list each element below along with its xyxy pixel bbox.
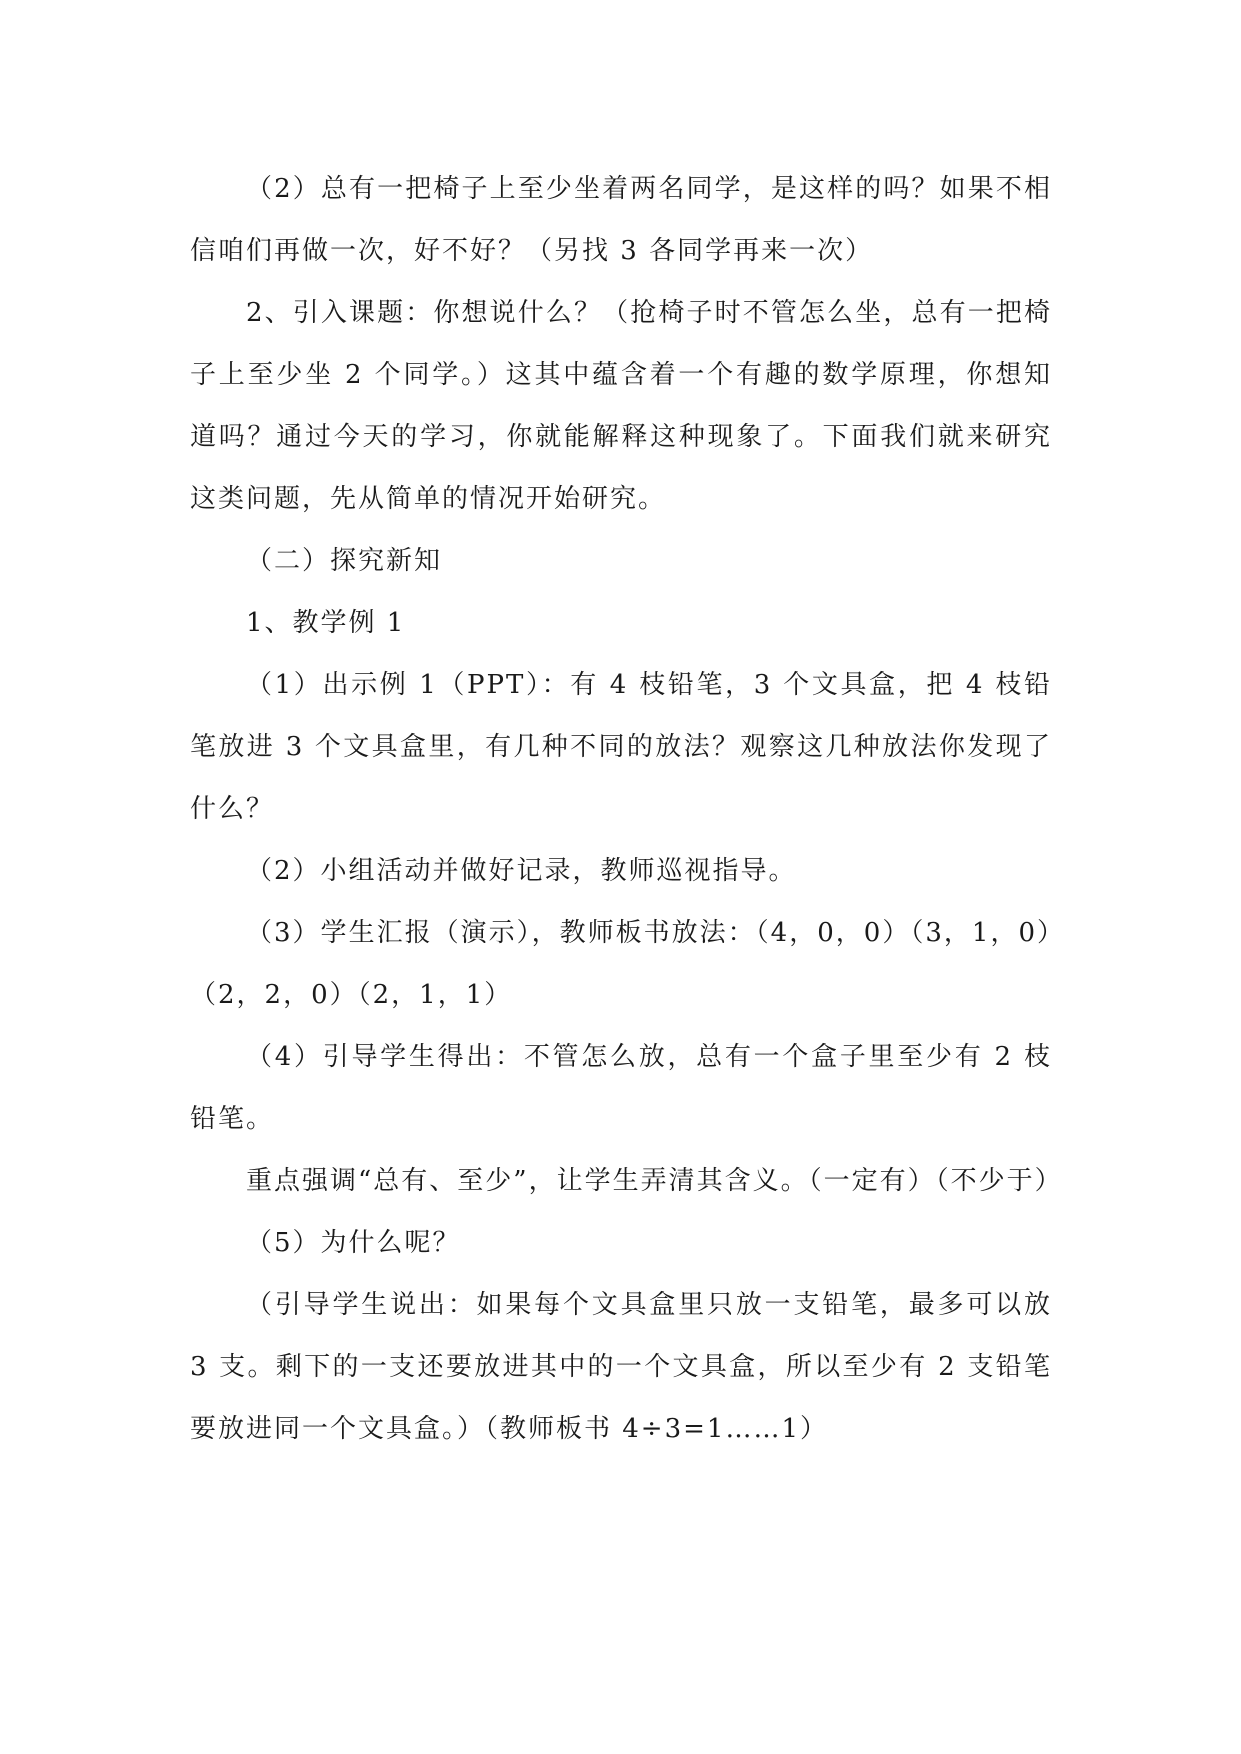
paragraph-student-report: （3）学生汇报（演示），教师板书放法：（4，0，0）（3，1，0）（2，2，0）（2，1，1） bbox=[190, 918, 1052, 1010]
paragraph-introduce-topic: 2、引入课题：你想说什么？（抢椅子时不管怎么坐，总有一把椅子上至少坐 2 个同学。）这其中蕴含着一个有趣的数学原理，你想知道吗？通过今天的学习，你就能解释这种现象了。下面我们就来研究这类问题，先从简单的情况开始研究。 bbox=[190, 298, 1052, 514]
paragraph-chair-question: （2）总有一把椅子上至少坐着两名同学，是这样的吗？如果不相信咱们再做一次，好不好？（另找 3 各同学再来一次） bbox=[190, 174, 1052, 266]
subsection-heading-example-1: 1、教学例 1 bbox=[246, 608, 406, 638]
paragraph-guide-conclusion: （4）引导学生得出：不管怎么放，总有一个盒子里至少有 2 枝铅笔。 bbox=[190, 1042, 1052, 1134]
paragraph-explanation: （引导学生说出：如果每个文具盒里只放一支铅笔，最多可以放 3 支。剩下的一支还要放进其中的一个文具盒，所以至少有 2 支铅笔要放进同一个文具盒。）（教师板书 4÷3=1……1） bbox=[190, 1290, 1052, 1444]
paragraph-emphasis: 重点强调“总有、至少”，让学生弄清其含义。（一定有）（不少于） bbox=[246, 1166, 1063, 1196]
paragraph-group-activity: （2）小组活动并做好记录，教师巡视指导。 bbox=[246, 856, 797, 886]
document-body bbox=[190, 158, 1063, 1460]
paragraph-show-example: （1）出示例 1（PPT）：有 4 枝铅笔，3 个文具盒，把 4 枝铅笔放进 3 个文具盒里，有几种不同的放法？观察这几种放法你发现了什么？ bbox=[190, 670, 1052, 824]
paragraph-why: （5）为什么呢？ bbox=[246, 1228, 461, 1258]
section-heading-explore: （二）探究新知 bbox=[246, 546, 443, 576]
